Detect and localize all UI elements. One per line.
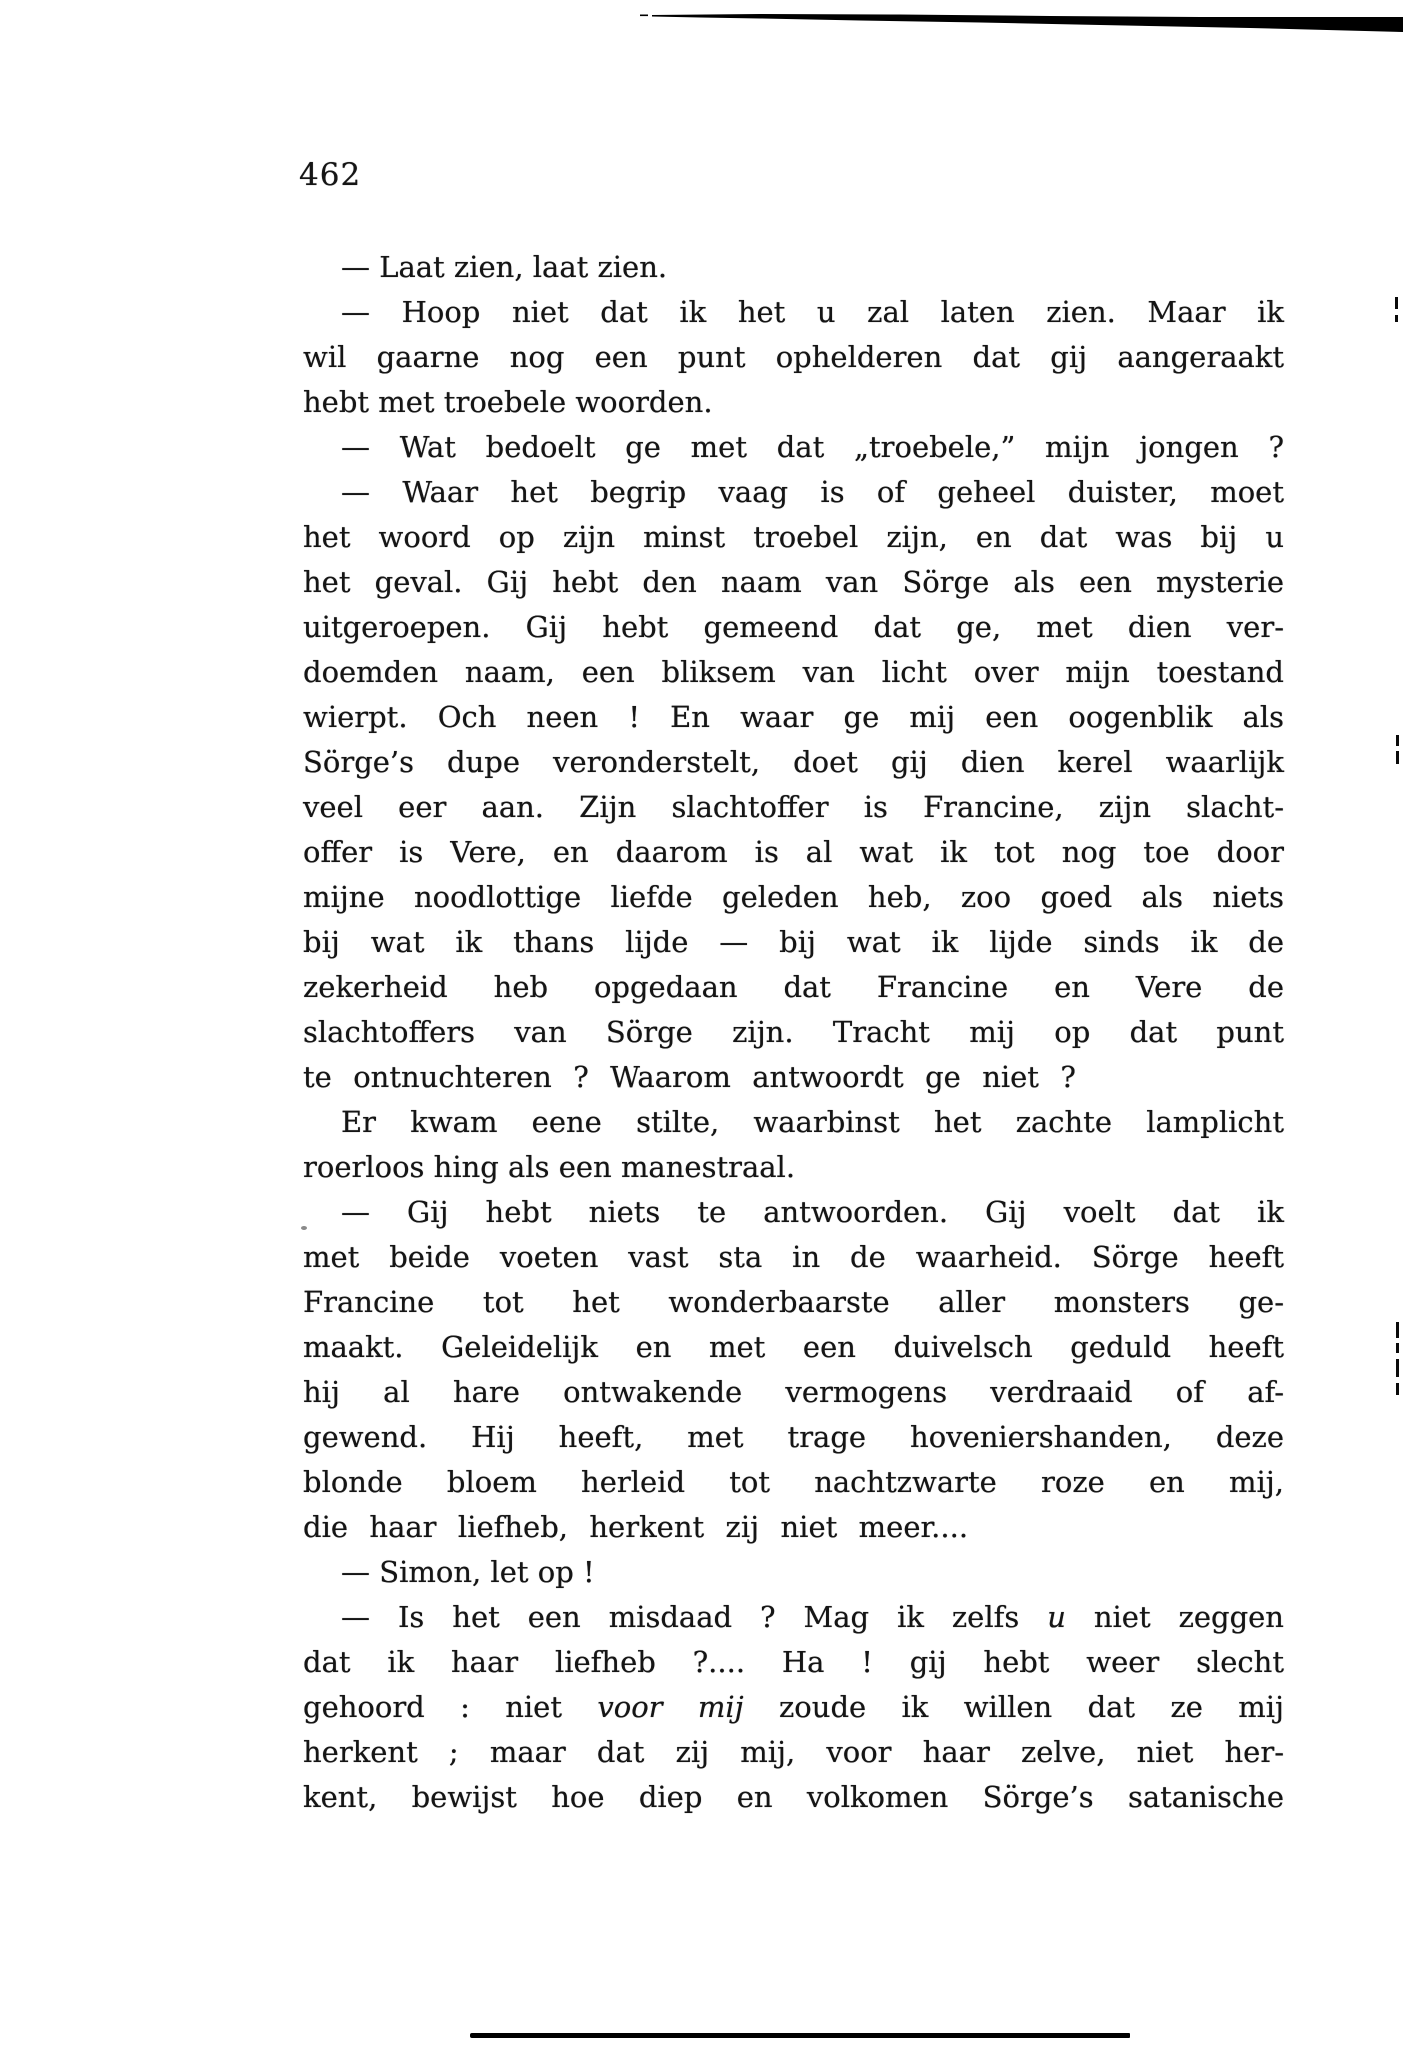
text-line bbox=[303, 920, 1284, 965]
text-segment: het woord op zijn minst troebel zijn, en dat was bij u bbox=[303, 520, 1284, 554]
text-line bbox=[303, 1055, 1284, 1100]
italic-text: voor mij bbox=[597, 1690, 744, 1724]
text-line bbox=[303, 1100, 1284, 1145]
text-segment: zekerheid heb opgedaan dat Francine en Vere de bbox=[303, 970, 1284, 1004]
text-line bbox=[303, 290, 1284, 335]
text-segment: — Gij hebt niets te antwoorden. Gij voelt dat ik bbox=[341, 1195, 1284, 1229]
text-segment: Francine tot het wonderbaarste aller monsters ge- bbox=[303, 1285, 1284, 1319]
text-line bbox=[303, 1280, 1284, 1325]
scan-artifact-right-mark bbox=[1396, 751, 1399, 764]
scan-artifact-right-mark bbox=[1395, 297, 1398, 309]
text-line bbox=[303, 1190, 1284, 1235]
text-line bbox=[303, 1415, 1284, 1460]
text-line bbox=[303, 425, 1284, 470]
text-segment: zoude ik willen dat ze mij bbox=[743, 1690, 1285, 1724]
text-line bbox=[303, 1145, 1284, 1190]
text-line bbox=[303, 1685, 1284, 1730]
text-segment: hij al hare ontwakende vermogens verdraaid of af- bbox=[303, 1375, 1284, 1409]
text-segment: herkent ; maar dat zij mij, voor haar zelve, niet her- bbox=[303, 1735, 1284, 1769]
text-line bbox=[303, 1730, 1284, 1775]
text-segment: — Waar het begrip vaag is of geheel duister, moet bbox=[341, 475, 1284, 509]
scan-artifact-right-mark bbox=[1395, 315, 1398, 322]
text-line bbox=[303, 1550, 1284, 1595]
text-segment: slachtoffers van Sörge zijn. Tracht mij op dat punt bbox=[303, 1015, 1284, 1049]
text-line bbox=[303, 605, 1284, 650]
text-line bbox=[303, 245, 1284, 290]
scan-artifact-speck bbox=[301, 1226, 307, 1230]
text-segment: — Wat bedoelt ge met dat „troebele,” mijn jongen ? bbox=[341, 430, 1284, 464]
scan-artifact-right-dashed-line bbox=[1396, 1359, 1399, 1377]
text-segment: veel eer aan. Zijn slachtoffer is Francine, zijn slacht- bbox=[303, 790, 1284, 824]
text-segment: — Is het een misdaad ? Mag ik zelfs bbox=[341, 1600, 1048, 1634]
text-segment: roerloos hing als een manestraal. bbox=[303, 1150, 796, 1184]
text-line bbox=[303, 650, 1284, 695]
text-segment: bij wat ik thans lijde — bij wat ik lijde sinds ik de bbox=[303, 925, 1284, 959]
text-line bbox=[303, 740, 1284, 785]
scan-artifact-right-dashed-line bbox=[1396, 1383, 1399, 1395]
text-segment: uitgeroepen. Gij hebt gemeend dat ge, met dien ver- bbox=[303, 610, 1284, 644]
text-segment: die haar liefheb, herkent zij niet meer.... bbox=[303, 1510, 969, 1544]
text-segment: — Hoop niet dat ik het u zal laten zien. Maar ik bbox=[341, 295, 1284, 329]
text-segment: wil gaarne nog een punt ophelderen dat gij aangeraakt bbox=[303, 340, 1284, 374]
text-line bbox=[303, 470, 1284, 515]
text-line bbox=[303, 1505, 1284, 1550]
scan-artifact-top-bar bbox=[0, 0, 1403, 40]
text-line bbox=[303, 1325, 1284, 1370]
text-segment: offer is Vere, en daarom is al wat ik tot nog toe door bbox=[303, 835, 1284, 869]
text-segment: maakt. Geleidelijk en met een duivelsch geduld heeft bbox=[303, 1330, 1284, 1364]
scan-artifact-right-dashed-line bbox=[1396, 1343, 1399, 1353]
text-line bbox=[303, 785, 1284, 830]
text-segment: mijne noodlottige liefde geleden heb, zoo goed als niets bbox=[303, 880, 1284, 914]
text-segment: gehoord : niet bbox=[303, 1690, 598, 1724]
text-line bbox=[303, 1775, 1284, 1820]
text-line bbox=[303, 1640, 1284, 1685]
scan-artifact-bottom-bar bbox=[470, 2033, 1130, 2038]
text-segment: hebt met troebele woorden. bbox=[303, 385, 713, 419]
text-segment: — Simon, let op ! bbox=[341, 1555, 595, 1589]
text-segment: met beide voeten vast sta in de waarheid. Sörge heeft bbox=[303, 1240, 1284, 1274]
text-line bbox=[303, 695, 1284, 740]
page-number: 462 bbox=[299, 157, 362, 193]
text-line bbox=[303, 1010, 1284, 1055]
text-segment: Er kwam eene stilte, waarbinst het zachte lamplicht bbox=[341, 1105, 1284, 1139]
text-segment: niet zeggen bbox=[1065, 1600, 1284, 1634]
text-segment: het geval. Gij hebt den naam van Sörge als een mysterie bbox=[303, 565, 1284, 599]
body-text bbox=[303, 245, 1284, 1820]
text-line bbox=[303, 965, 1284, 1010]
text-segment: te ontnuchteren ? Waarom antwoordt ge niet ? bbox=[303, 1060, 1076, 1094]
text-line bbox=[303, 380, 1284, 425]
text-segment: dat ik haar liefheb ?.... Ha ! gij hebt weer slecht bbox=[303, 1645, 1284, 1679]
scan-artifact-right-dashed-line bbox=[1396, 1322, 1399, 1338]
text-segment: blonde bloem herleid tot nachtzwarte roze en mij, bbox=[303, 1465, 1284, 1499]
text-line bbox=[303, 875, 1284, 920]
text-segment: wierpt. Och neen ! En waar ge mij een oogenblik als bbox=[303, 700, 1284, 734]
text-line bbox=[303, 515, 1284, 560]
text-line bbox=[303, 1595, 1284, 1640]
text-segment: kent, bewijst hoe diep en volkomen Sörge’s satanische bbox=[303, 1780, 1284, 1814]
text-segment: doemden naam, een bliksem van licht over mijn toestand bbox=[303, 655, 1284, 689]
text-line bbox=[303, 1235, 1284, 1280]
text-line bbox=[303, 1370, 1284, 1415]
text-line bbox=[303, 830, 1284, 875]
text-segment: — Laat zien, laat zien. bbox=[341, 250, 668, 284]
text-line bbox=[303, 560, 1284, 605]
text-segment: Sörge’s dupe veronderstelt, doet gij dien kerel waarlijk bbox=[303, 745, 1284, 779]
text-line bbox=[303, 1460, 1284, 1505]
text-line bbox=[303, 335, 1284, 380]
text-segment: gewend. Hij heeft, met trage hoveniershanden, deze bbox=[303, 1420, 1284, 1454]
scan-artifact-right-mark bbox=[1396, 735, 1399, 746]
italic-text: u bbox=[1047, 1600, 1066, 1634]
